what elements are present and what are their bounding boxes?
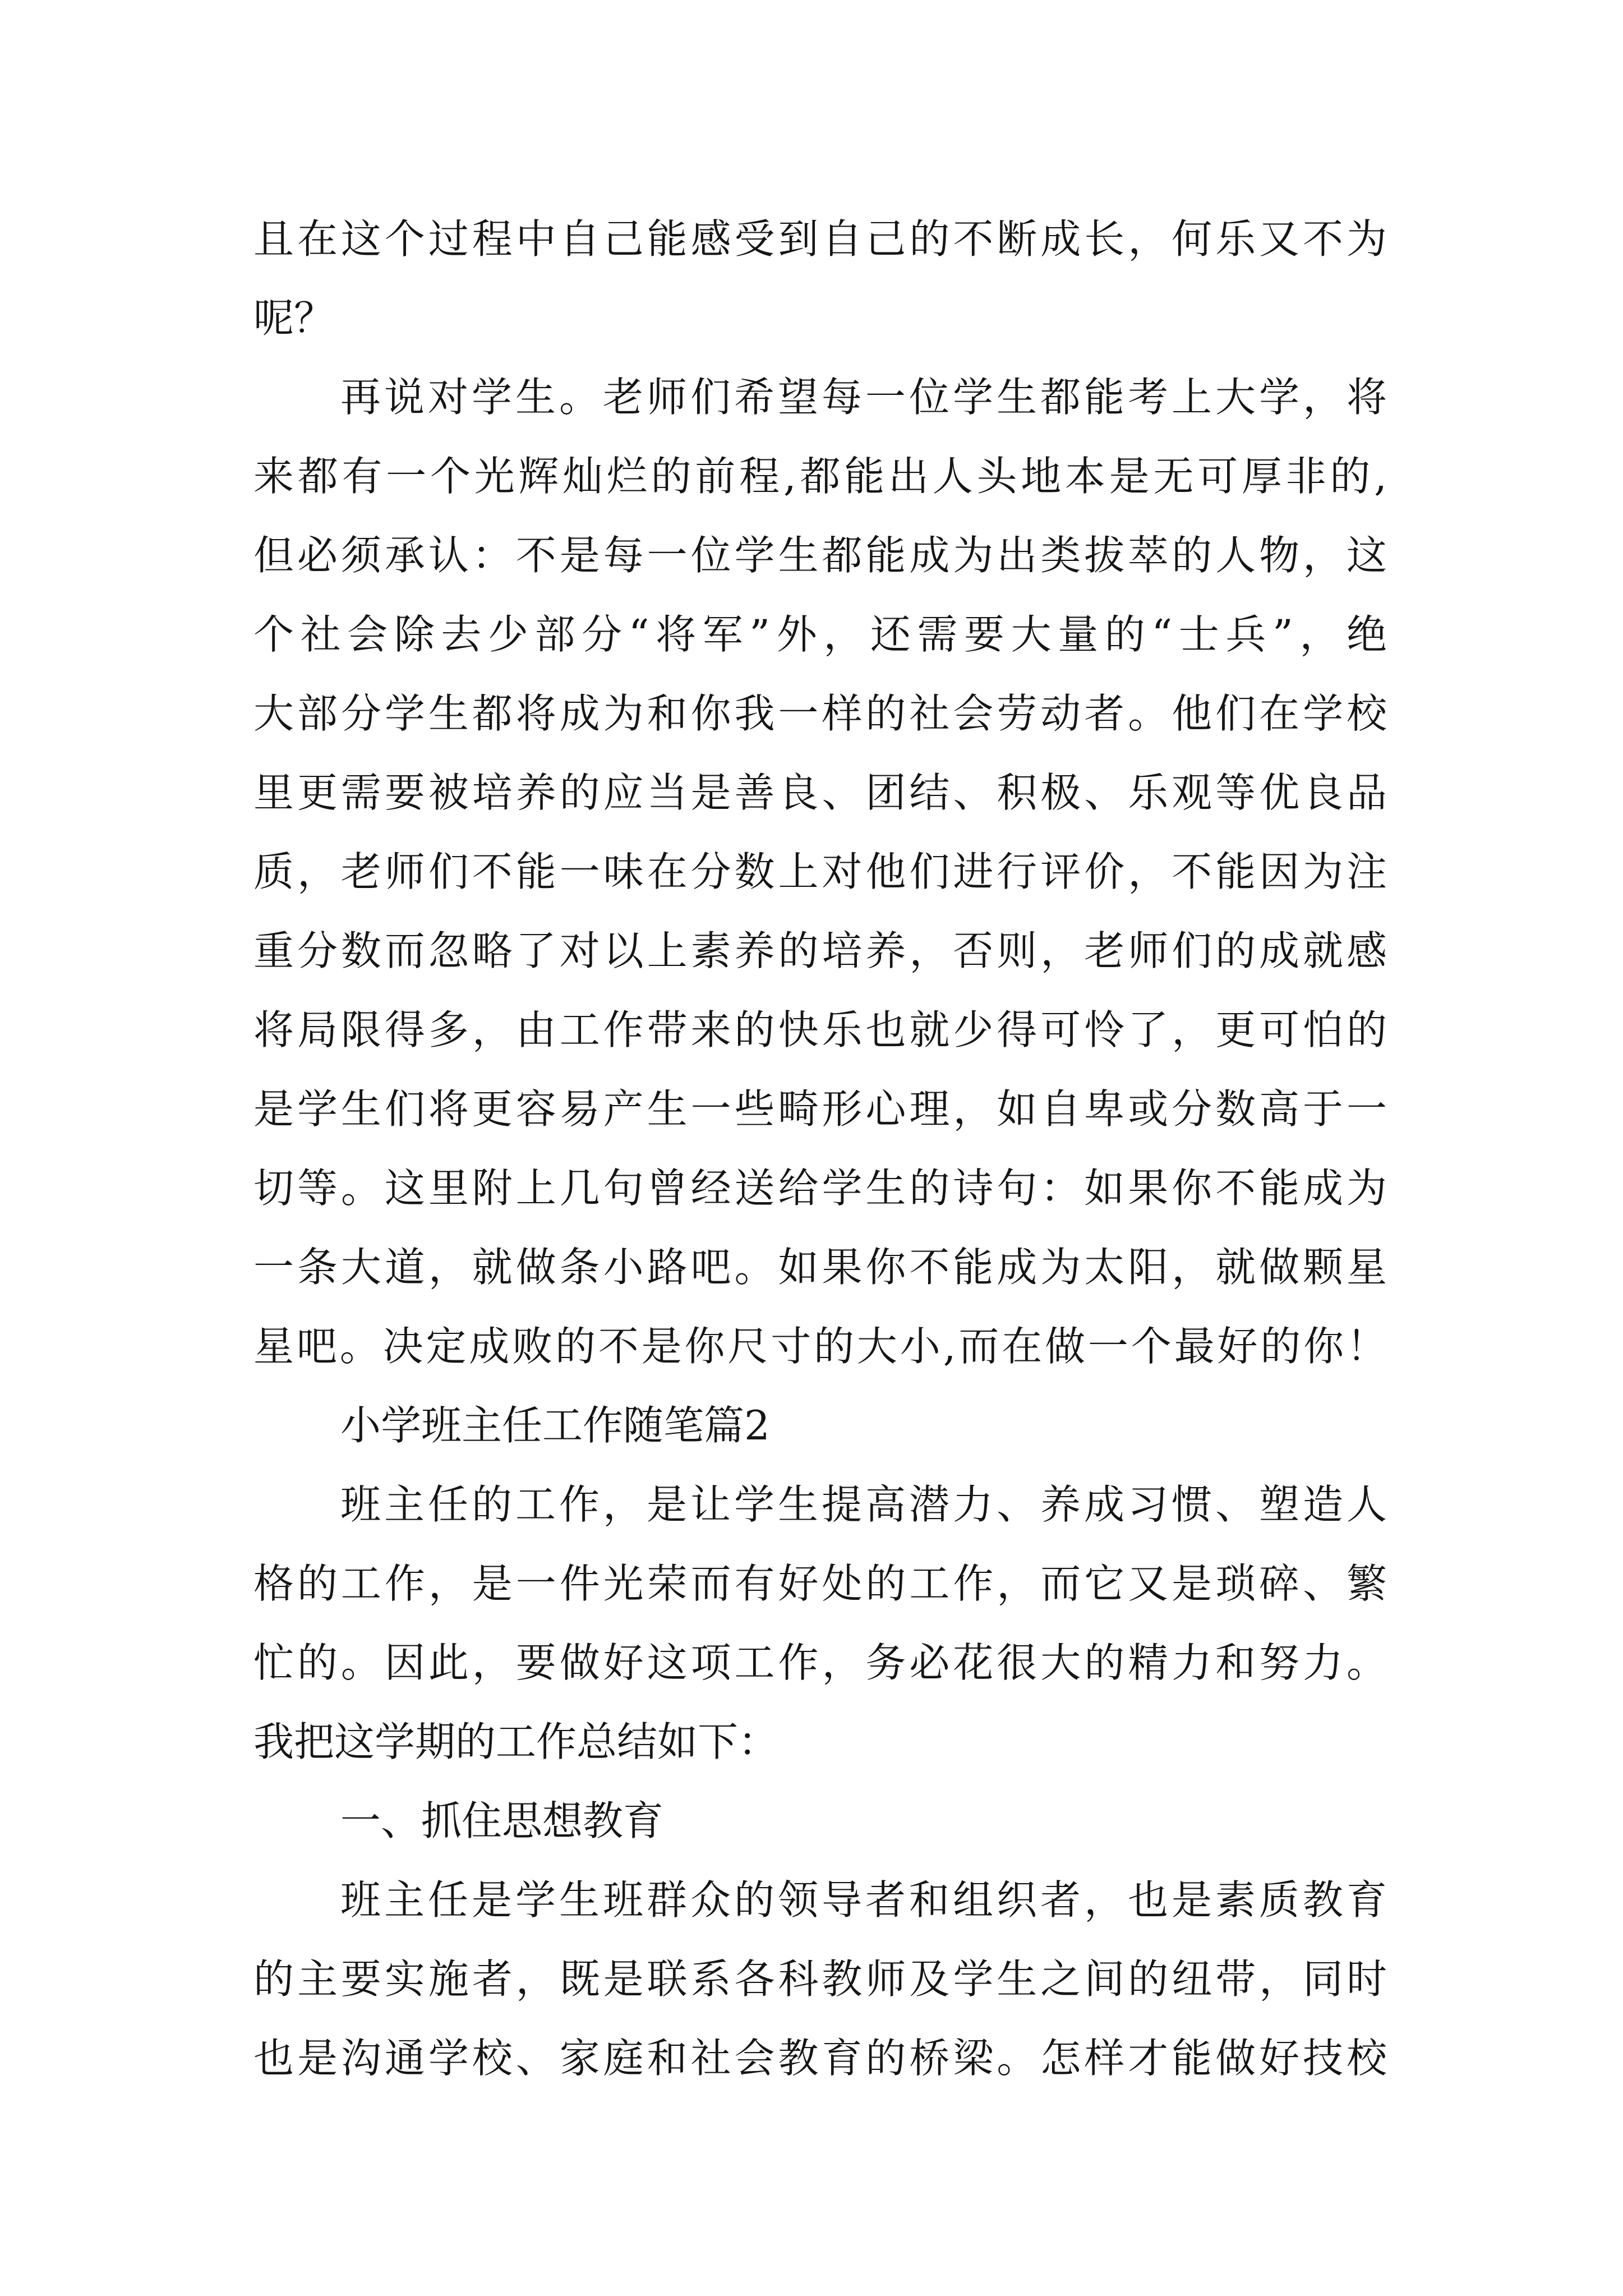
text-line: 呢？ (253, 295, 335, 342)
text-line: 质，老师们不能一味在分数上对他们进行评价，不能因为注 (253, 848, 1387, 895)
text-line: 且在这个过程中自己能感受到自己的不断成长，何乐又不为 (253, 215, 1387, 263)
paragraph-first-line: 再说对学生。老师们希望每一位学生都能考上大学，将 (340, 374, 1387, 421)
text-line: 一条大道，就做条小路吧。如果你不能成为太阳，就做颗星 (253, 1244, 1387, 1291)
text-line: 里更需要被培养的应当是善良、团结、积极、乐观等优良品 (253, 769, 1387, 816)
text-line: 忙的。因此，要做好这项工作，务必花很大的精力和努力。 (253, 1639, 1387, 1686)
text-line: 的主要实施者，既是联系各科教师及学生之间的纽带，同时 (253, 1955, 1387, 2003)
text-line: 也是沟通学校、家庭和社会教育的桥梁。怎样才能做好技校 (253, 2035, 1387, 2082)
text-line: 重分数而忽略了对以上素养的培养，否则，老师们的成就感 (253, 927, 1387, 974)
text-line: 切等。这里附上几句曾经送给学生的诗句：如果你不能成为 (253, 1165, 1387, 1212)
text-line: 格的工作，是一件光荣而有好处的工作，而它又是琐碎、繁 (253, 1560, 1387, 1607)
text-line: 星吧。决定成败的不是你尺寸的大小,而在做一个最好的你！ (253, 1323, 1387, 1370)
section-heading: 一、抓住思想教育 (340, 1797, 664, 1844)
text-line: 来都有一个光辉灿烂的前程,都能出人头地本是无可厚非的, (253, 453, 1387, 500)
text-line: 将局限得多，由工作带来的快乐也就少得可怜了，更可怕的 (253, 1006, 1387, 1053)
paragraph-first-line: 班主任是学生班群众的领导者和组织者，也是素质教育 (340, 1876, 1387, 1924)
body-text (253, 200, 1387, 2098)
text-line: 大部分学生都将成为和你我一样的社会劳动者。他们在学校 (253, 690, 1387, 737)
text-line: 但必须承认：不是每一位学生都能成为出类拔萃的人物，这 (253, 532, 1387, 579)
text-line: 我把这学期的工作总结如下： (253, 1718, 779, 1765)
text-line: 是学生们将更容易产生一些畸形心理，如自卑或分数高于一 (253, 1085, 1387, 1133)
paragraph-first-line: 班主任的工作，是让学生提高潜力、养成习惯、塑造人 (340, 1481, 1387, 1528)
text-line: 个社会除去少部分“将军”外，还需要大量的“士兵”，绝 (253, 611, 1387, 658)
section-heading: 小学班主任工作随笔篇2 (340, 1402, 770, 1449)
